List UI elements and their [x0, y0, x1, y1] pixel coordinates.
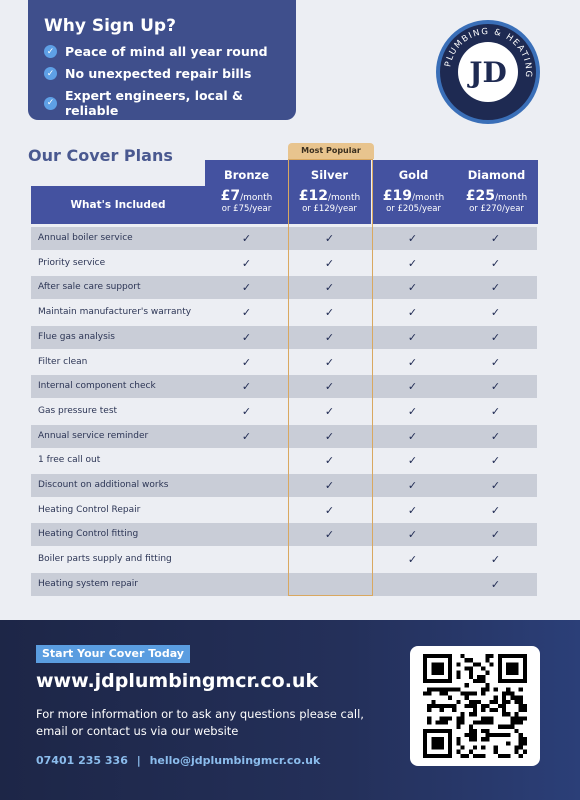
check-icon: ✓ — [454, 227, 537, 250]
feature-row — [31, 548, 537, 571]
empty-cell — [205, 499, 288, 522]
check-icon: ✓ — [490, 256, 501, 270]
website-link[interactable]: www.jdplumbingmcr.co.uk — [36, 670, 319, 692]
empty-cell — [205, 474, 288, 497]
check-circle-icon: ✓ — [44, 97, 57, 110]
check-icon: ✓ — [454, 326, 537, 349]
check-circle-icon: ✓ — [44, 67, 57, 80]
check-icon: ✓ — [407, 404, 418, 418]
whats-included-header: What's Included — [31, 186, 205, 224]
plan-header-diamond — [455, 160, 538, 224]
cta-label: Start Your Cover Today — [36, 645, 190, 663]
feature-row — [31, 351, 537, 374]
jd-logo — [436, 20, 540, 124]
feature-label: Discount on additional works — [31, 474, 205, 497]
plan-price: £12/month — [298, 188, 361, 204]
check-icon: ✓ — [490, 404, 501, 418]
check-icon: ✓ — [324, 404, 335, 418]
check-icon: ✓ — [288, 326, 371, 349]
check-icon: ✓ — [371, 523, 454, 546]
check-icon: ✓ — [490, 306, 501, 320]
feature-row — [31, 227, 537, 250]
feature-label: Annual boiler service — [31, 227, 205, 250]
empty-cell — [205, 449, 288, 472]
benefits-list — [44, 44, 280, 118]
plan-yearly-price: or £75/year — [221, 204, 272, 214]
check-icon: ✓ — [407, 553, 418, 567]
plan-name: Bronze — [223, 168, 270, 182]
feature-row — [31, 375, 537, 398]
check-icon: ✓ — [490, 355, 501, 369]
qr-code-icon — [418, 654, 532, 758]
svg-text:PLUMBING & HEATING: PLUMBING & HEATING — [443, 26, 534, 79]
feature-row — [31, 425, 537, 448]
check-icon: ✓ — [205, 326, 288, 349]
feature-label: Maintain manufacturer's warranty — [38, 307, 192, 318]
empty-cell — [288, 573, 371, 596]
feature-label: 1 free call out — [38, 455, 101, 466]
check-icon: ✓ — [371, 425, 454, 448]
feature-label: Flue gas analysis — [31, 326, 205, 349]
plans-title: Our Cover Plans — [28, 146, 173, 165]
check-icon: ✓ — [324, 503, 335, 517]
plan-yearly-price: or £270/year — [469, 204, 524, 214]
check-circle-icon: ✓ — [44, 45, 57, 58]
feature-label: Gas pressure test — [38, 405, 118, 416]
check-icon: ✓ — [490, 553, 501, 567]
check-icon: ✓ — [454, 474, 537, 497]
benefit-item: ✓ No unexpected repair bills — [44, 66, 280, 81]
feature-label: After sale care support — [31, 276, 205, 299]
check-icon: ✓ — [288, 474, 371, 497]
feature-label: Internal component check — [31, 375, 205, 398]
feature-label: Boiler parts supply and fitting — [38, 554, 172, 565]
info-text: For more information or to ask any questions please call, email or contact us via our website — [36, 707, 364, 738]
logo-ring-text — [440, 24, 536, 120]
check-icon: ✓ — [490, 454, 501, 468]
why-sign-up-panel — [28, 0, 296, 120]
feature-label: Heating Control Repair — [38, 504, 141, 515]
plan-name: Silver — [310, 168, 349, 182]
plan-yearly-price: or £205/year — [386, 204, 441, 214]
check-icon: ✓ — [241, 256, 252, 270]
check-icon: ✓ — [205, 276, 288, 299]
check-icon: ✓ — [288, 227, 371, 250]
feature-row — [31, 449, 537, 472]
check-icon: ✓ — [288, 375, 371, 398]
logo-initials: JD — [458, 42, 518, 102]
check-icon: ✓ — [371, 276, 454, 299]
phone-link[interactable]: 07401 235 336 — [36, 754, 128, 767]
check-icon: ✓ — [407, 306, 418, 320]
check-icon: ✓ — [241, 355, 252, 369]
feature-row — [31, 252, 537, 275]
feature-row — [31, 400, 537, 423]
plan-price: £19/month — [382, 188, 445, 204]
feature-row — [31, 499, 537, 522]
check-icon: ✓ — [454, 425, 537, 448]
most-popular-badge: Most Popular — [288, 143, 374, 159]
feature-row — [31, 326, 537, 349]
check-icon: ✓ — [371, 474, 454, 497]
plan-header-silver — [288, 160, 371, 224]
check-icon: ✓ — [324, 256, 335, 270]
benefit-item: ✓ Expert engineers, local & reliable — [44, 88, 280, 118]
empty-cell — [288, 548, 371, 571]
check-icon: ✓ — [288, 425, 371, 448]
contact-line — [36, 754, 320, 767]
check-icon: ✓ — [324, 306, 335, 320]
feature-label: Priority service — [38, 257, 106, 268]
plan-yearly-price: or £129/year — [302, 204, 357, 214]
feature-row — [31, 573, 537, 596]
qr-code[interactable] — [410, 646, 540, 766]
empty-cell — [371, 573, 454, 596]
feature-label: Filter clean — [38, 356, 88, 367]
plan-price: £7/month — [220, 188, 273, 204]
plan-price: £25/month — [465, 188, 528, 204]
check-icon: ✓ — [490, 503, 501, 517]
plan-header-gold — [372, 160, 455, 224]
benefit-item: ✓ Peace of mind all year round — [44, 44, 280, 59]
feature-row — [31, 474, 537, 497]
feature-label: Heating system repair — [31, 573, 205, 596]
check-icon: ✓ — [371, 227, 454, 250]
empty-cell — [205, 573, 288, 596]
check-icon: ✓ — [205, 227, 288, 250]
plan-header-bronze — [205, 160, 288, 224]
check-icon: ✓ — [454, 523, 537, 546]
feature-row — [31, 301, 537, 324]
check-icon: ✓ — [205, 425, 288, 448]
check-icon: ✓ — [205, 375, 288, 398]
check-icon: ✓ — [324, 355, 335, 369]
empty-cell — [205, 548, 288, 571]
check-icon: ✓ — [407, 503, 418, 517]
feature-label: Annual service reminder — [31, 425, 205, 448]
check-icon: ✓ — [288, 276, 371, 299]
plan-name: Diamond — [467, 168, 526, 182]
check-icon: ✓ — [241, 404, 252, 418]
check-icon: ✓ — [371, 375, 454, 398]
contact-separator: | — [136, 754, 141, 767]
check-icon: ✓ — [407, 256, 418, 270]
feature-row — [31, 276, 537, 299]
check-icon: ✓ — [454, 375, 537, 398]
check-icon: ✓ — [454, 573, 537, 596]
feature-row — [31, 523, 537, 546]
why-title: Why Sign Up? — [44, 16, 176, 36]
empty-cell — [205, 523, 288, 546]
check-icon: ✓ — [407, 454, 418, 468]
check-icon: ✓ — [371, 326, 454, 349]
plan-name: Gold — [398, 168, 429, 182]
email-link[interactable]: hello@jdplumbingmcr.co.uk — [149, 754, 321, 767]
check-icon: ✓ — [454, 276, 537, 299]
check-icon: ✓ — [241, 306, 252, 320]
check-icon: ✓ — [324, 454, 335, 468]
check-icon: ✓ — [288, 523, 371, 546]
check-icon: ✓ — [407, 355, 418, 369]
feature-label: Heating Control fitting — [31, 523, 205, 546]
